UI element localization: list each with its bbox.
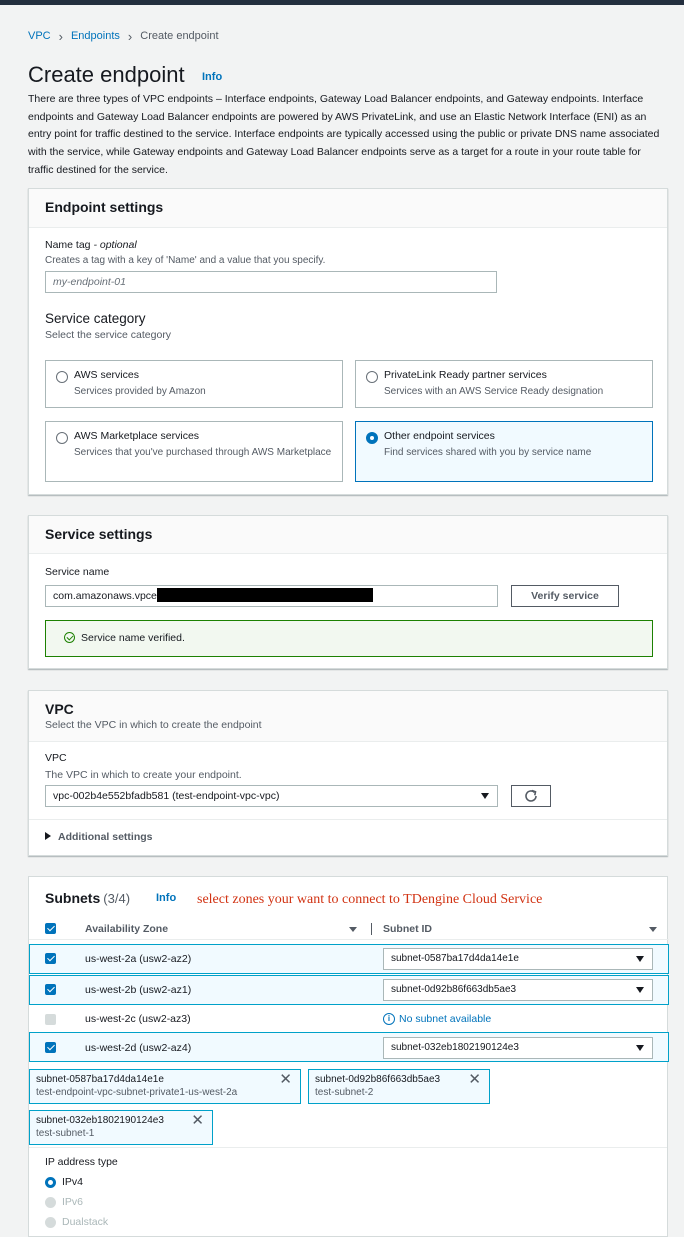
close-icon[interactable]: ✕ <box>191 1112 204 1129</box>
endpoint-settings-heading: Endpoint settings <box>45 199 164 215</box>
table-row <box>29 1004 669 1034</box>
sort-icon[interactable] <box>349 927 357 932</box>
row-availability-zone: us-west-2d (usw2-az4) <box>85 1042 192 1054</box>
additional-settings-label: Additional settings <box>58 831 153 843</box>
column-divider <box>371 923 372 935</box>
subnets-heading: Subnets <box>45 890 101 906</box>
row-checkbox[interactable] <box>45 1042 56 1053</box>
row-availability-zone: us-west-2a (usw2-az2) <box>85 953 192 965</box>
ip-type-radio-ipv6 <box>45 1197 56 1208</box>
column-availability-zone: Availability Zone <box>85 923 169 935</box>
category-title: AWS services <box>74 369 139 381</box>
chevron-right-icon: › <box>127 28 133 44</box>
name-tag-label: Name tag - optional <box>45 239 137 251</box>
subnets-title <box>45 890 130 906</box>
sort-icon[interactable] <box>649 927 657 932</box>
ip-type-label-ipv4: IPv4 <box>62 1176 84 1188</box>
category-aws-services[interactable] <box>45 360 343 408</box>
service-category-heading: Service category <box>45 311 146 326</box>
ip-type-radio-ipv4[interactable] <box>45 1177 56 1188</box>
close-icon[interactable]: ✕ <box>468 1071 481 1088</box>
additional-settings-toggle[interactable] <box>45 831 153 843</box>
ip-address-type-label: IP address type <box>45 1156 118 1168</box>
row-availability-zone: us-west-2b (usw2-az1) <box>85 984 192 996</box>
vpc-panel <box>28 690 668 856</box>
service-settings-heading: Service settings <box>45 526 153 542</box>
subnet-token <box>308 1069 490 1104</box>
page-info-link[interactable]: Info <box>202 71 223 83</box>
name-tag-input[interactable]: my-endpoint-01 <box>45 271 497 293</box>
service-settings-header <box>29 516 667 554</box>
breadcrumb <box>28 30 219 42</box>
top-nav-bar <box>0 0 684 5</box>
check-circle-icon <box>64 632 75 643</box>
verify-service-button[interactable]: Verify service <box>511 585 619 607</box>
close-icon[interactable]: ✕ <box>279 1071 292 1088</box>
subnet-select[interactable] <box>383 948 653 970</box>
refresh-icon <box>512 786 550 806</box>
caret-down-icon <box>636 1045 644 1051</box>
row-checkbox-disabled <box>45 1014 56 1025</box>
refresh-vpc-button[interactable] <box>511 785 551 807</box>
category-description: Find services shared with you by service name <box>384 447 592 458</box>
vpc-subheading: Select the VPC in which to create the endpoint <box>45 719 262 731</box>
subnet-select-value: subnet-0d92b86f663db5ae3 <box>391 984 517 995</box>
subnets-table-header <box>29 919 669 940</box>
radio-unselected-icon <box>56 432 68 444</box>
endpoint-settings-panel <box>28 188 668 495</box>
row-availability-zone: us-west-2c (usw2-az3) <box>85 1013 191 1025</box>
table-row[interactable] <box>29 975 669 1005</box>
service-settings-panel <box>28 515 668 669</box>
token-subnet-name: test-subnet-2 <box>315 1087 374 1098</box>
row-checkbox[interactable] <box>45 984 56 995</box>
endpoint-settings-header <box>29 189 667 228</box>
caret-right-icon <box>45 832 51 840</box>
select-all-checkbox[interactable] <box>45 923 56 934</box>
name-tag-optional: - optional <box>93 239 137 251</box>
radio-unselected-icon <box>56 371 68 383</box>
page-intro: There are three types of VPC endpoints – Interface endpoints, Gateway Load Balancer endpoints, and Gateway endpoints. Interface endpoints and Gateway Load Balancer endpoints are powered by AWS PrivateLink, and use an Elastic Network Interface (ENI) as an entry point for traffic destined to the service. Interface endpoints are typically accessed using the public or private DNS name associated with the service, while Gateway endpoints and Gateway Load Balancer endpoints serve as a target for a route in your route table for traffic destined for the service. <box>28 93 660 176</box>
no-subnet-available[interactable]: No subnet available <box>399 1013 492 1025</box>
category-title: AWS Marketplace services <box>74 430 200 442</box>
info-icon: i <box>383 1013 395 1025</box>
divider <box>29 819 667 820</box>
breadcrumb-current: Create endpoint <box>140 30 219 42</box>
caret-down-icon <box>481 793 489 799</box>
category-other-endpoint-services[interactable] <box>355 421 653 482</box>
service-name-value: com.amazonaws.vpce <box>53 590 157 602</box>
subnet-select[interactable] <box>383 1037 653 1059</box>
vpc-description: The VPC in which to create your endpoint. <box>45 769 242 781</box>
category-partner-services[interactable] <box>355 360 653 408</box>
table-row[interactable] <box>29 1032 669 1062</box>
divider <box>29 1147 667 1148</box>
annotation-text: select zones your want to connect to TDengine Cloud Service <box>197 892 543 907</box>
ip-type-label-dualstack: Dualstack <box>62 1216 109 1228</box>
service-name-input[interactable] <box>45 585 498 607</box>
subnet-select-value: subnet-032eb1802190124e3 <box>391 1042 519 1053</box>
subnets-count: (3/4) <box>103 891 131 906</box>
token-subnet-id: subnet-0587ba17d4da14e1e <box>36 1074 164 1085</box>
column-subnet-id: Subnet ID <box>383 923 432 935</box>
vpc-header <box>29 691 667 742</box>
category-description: Services with an AWS Service Ready designation <box>384 386 604 397</box>
category-title: PrivateLink Ready partner services <box>384 369 547 381</box>
breadcrumb-vpc[interactable]: VPC <box>28 30 51 42</box>
vpc-label: VPC <box>45 752 67 764</box>
table-row[interactable] <box>29 944 669 974</box>
redaction-block <box>157 588 373 602</box>
service-verified-alert <box>45 620 653 657</box>
token-subnet-name: test-endpoint-vpc-subnet-private1-us-west-2a <box>36 1087 238 1098</box>
subnet-token <box>29 1110 213 1145</box>
breadcrumb-endpoints[interactable]: Endpoints <box>70 30 120 42</box>
subnet-select-value: subnet-0587ba17d4da14e1e <box>391 953 519 964</box>
token-subnet-id: subnet-032eb1802190124e3 <box>36 1115 164 1126</box>
subnets-info-link[interactable]: Info <box>156 892 177 904</box>
service-category-description: Select the service category <box>45 329 172 341</box>
vpc-select-value: vpc-002b4e552bfadb581 (test-endpoint-vpc-vpc) <box>53 790 280 802</box>
token-subnet-id: subnet-0d92b86f663db5ae3 <box>315 1074 441 1085</box>
subnet-token <box>29 1069 301 1104</box>
caret-down-icon <box>636 956 644 962</box>
category-marketplace-services[interactable] <box>45 421 343 482</box>
radio-unselected-icon <box>366 371 378 383</box>
page-title: Create endpoint <box>28 62 185 87</box>
ip-type-radio-dualstack <box>45 1217 56 1228</box>
subnets-panel <box>28 876 668 1237</box>
category-description: Services provided by Amazon <box>74 386 206 397</box>
vpc-select[interactable] <box>45 785 498 807</box>
chevron-right-icon: › <box>58 28 63 44</box>
caret-down-icon <box>636 987 644 993</box>
radio-selected-icon <box>366 432 378 444</box>
subnet-select[interactable] <box>383 979 653 1001</box>
token-subnet-name: test-subnet-1 <box>36 1128 95 1139</box>
service-verified-message: Service name verified. <box>81 632 185 644</box>
row-checkbox[interactable] <box>45 953 56 964</box>
vpc-heading: VPC <box>45 701 74 717</box>
service-name-label: Service name <box>45 566 110 578</box>
category-description: Services that you've purchased through AWS Marketplace <box>74 447 332 458</box>
name-tag-description: Creates a tag with a key of 'Name' and a value that you specify. <box>45 255 326 266</box>
category-title: Other endpoint services <box>384 430 495 442</box>
ip-type-label-ipv6: IPv6 <box>62 1196 84 1208</box>
